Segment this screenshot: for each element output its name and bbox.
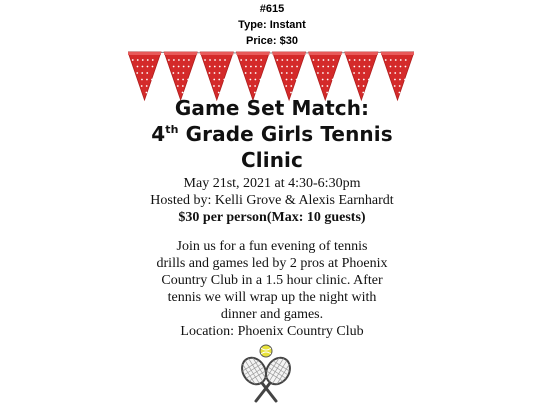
description-line: dinner and games. (220, 307, 324, 322)
pennant-flag (345, 52, 378, 100)
tennis-ball-icon (260, 345, 272, 357)
tennis-racquets-icon (236, 343, 296, 405)
pennant-flag (128, 52, 161, 100)
description-line: Join us for a fun evening of tennis (176, 239, 368, 254)
pennant-banner (128, 48, 414, 102)
description-line: drills and games led by 2 pros at Phoenix (156, 256, 388, 271)
event-price: $30 per person(Max: 10 guests) (178, 210, 366, 225)
title-line-1: Game Set Match: (174, 96, 370, 120)
pennant-flag (381, 52, 414, 100)
item-price: Price: $30 (246, 35, 298, 47)
description-line: Country Club in a 1.5 hour clinic. After (161, 273, 383, 288)
pennant-flag (164, 52, 197, 100)
title-line-3: Clinic (241, 148, 303, 172)
title-grade-suffix: th (165, 123, 179, 136)
pennant-flag (200, 52, 233, 100)
item-type: Type: Instant (238, 19, 306, 31)
item-number: #615 (259, 3, 285, 15)
description-location: Location: Phoenix Country Club (180, 324, 364, 339)
pennant-flag (309, 52, 342, 100)
description-line: tennis we will wrap up the night with (167, 290, 377, 305)
title-line-2-rest: Grade Girls Tennis (178, 122, 393, 146)
event-hosts: Hosted by: Kelli Grove & Alexis Earnhardt (150, 193, 394, 208)
title-grade-number: 4 (151, 122, 166, 146)
pennant-flag (273, 52, 306, 100)
event-date: May 21st, 2021 at 4:30-6:30pm (183, 176, 361, 191)
pennant-flag (236, 52, 269, 100)
